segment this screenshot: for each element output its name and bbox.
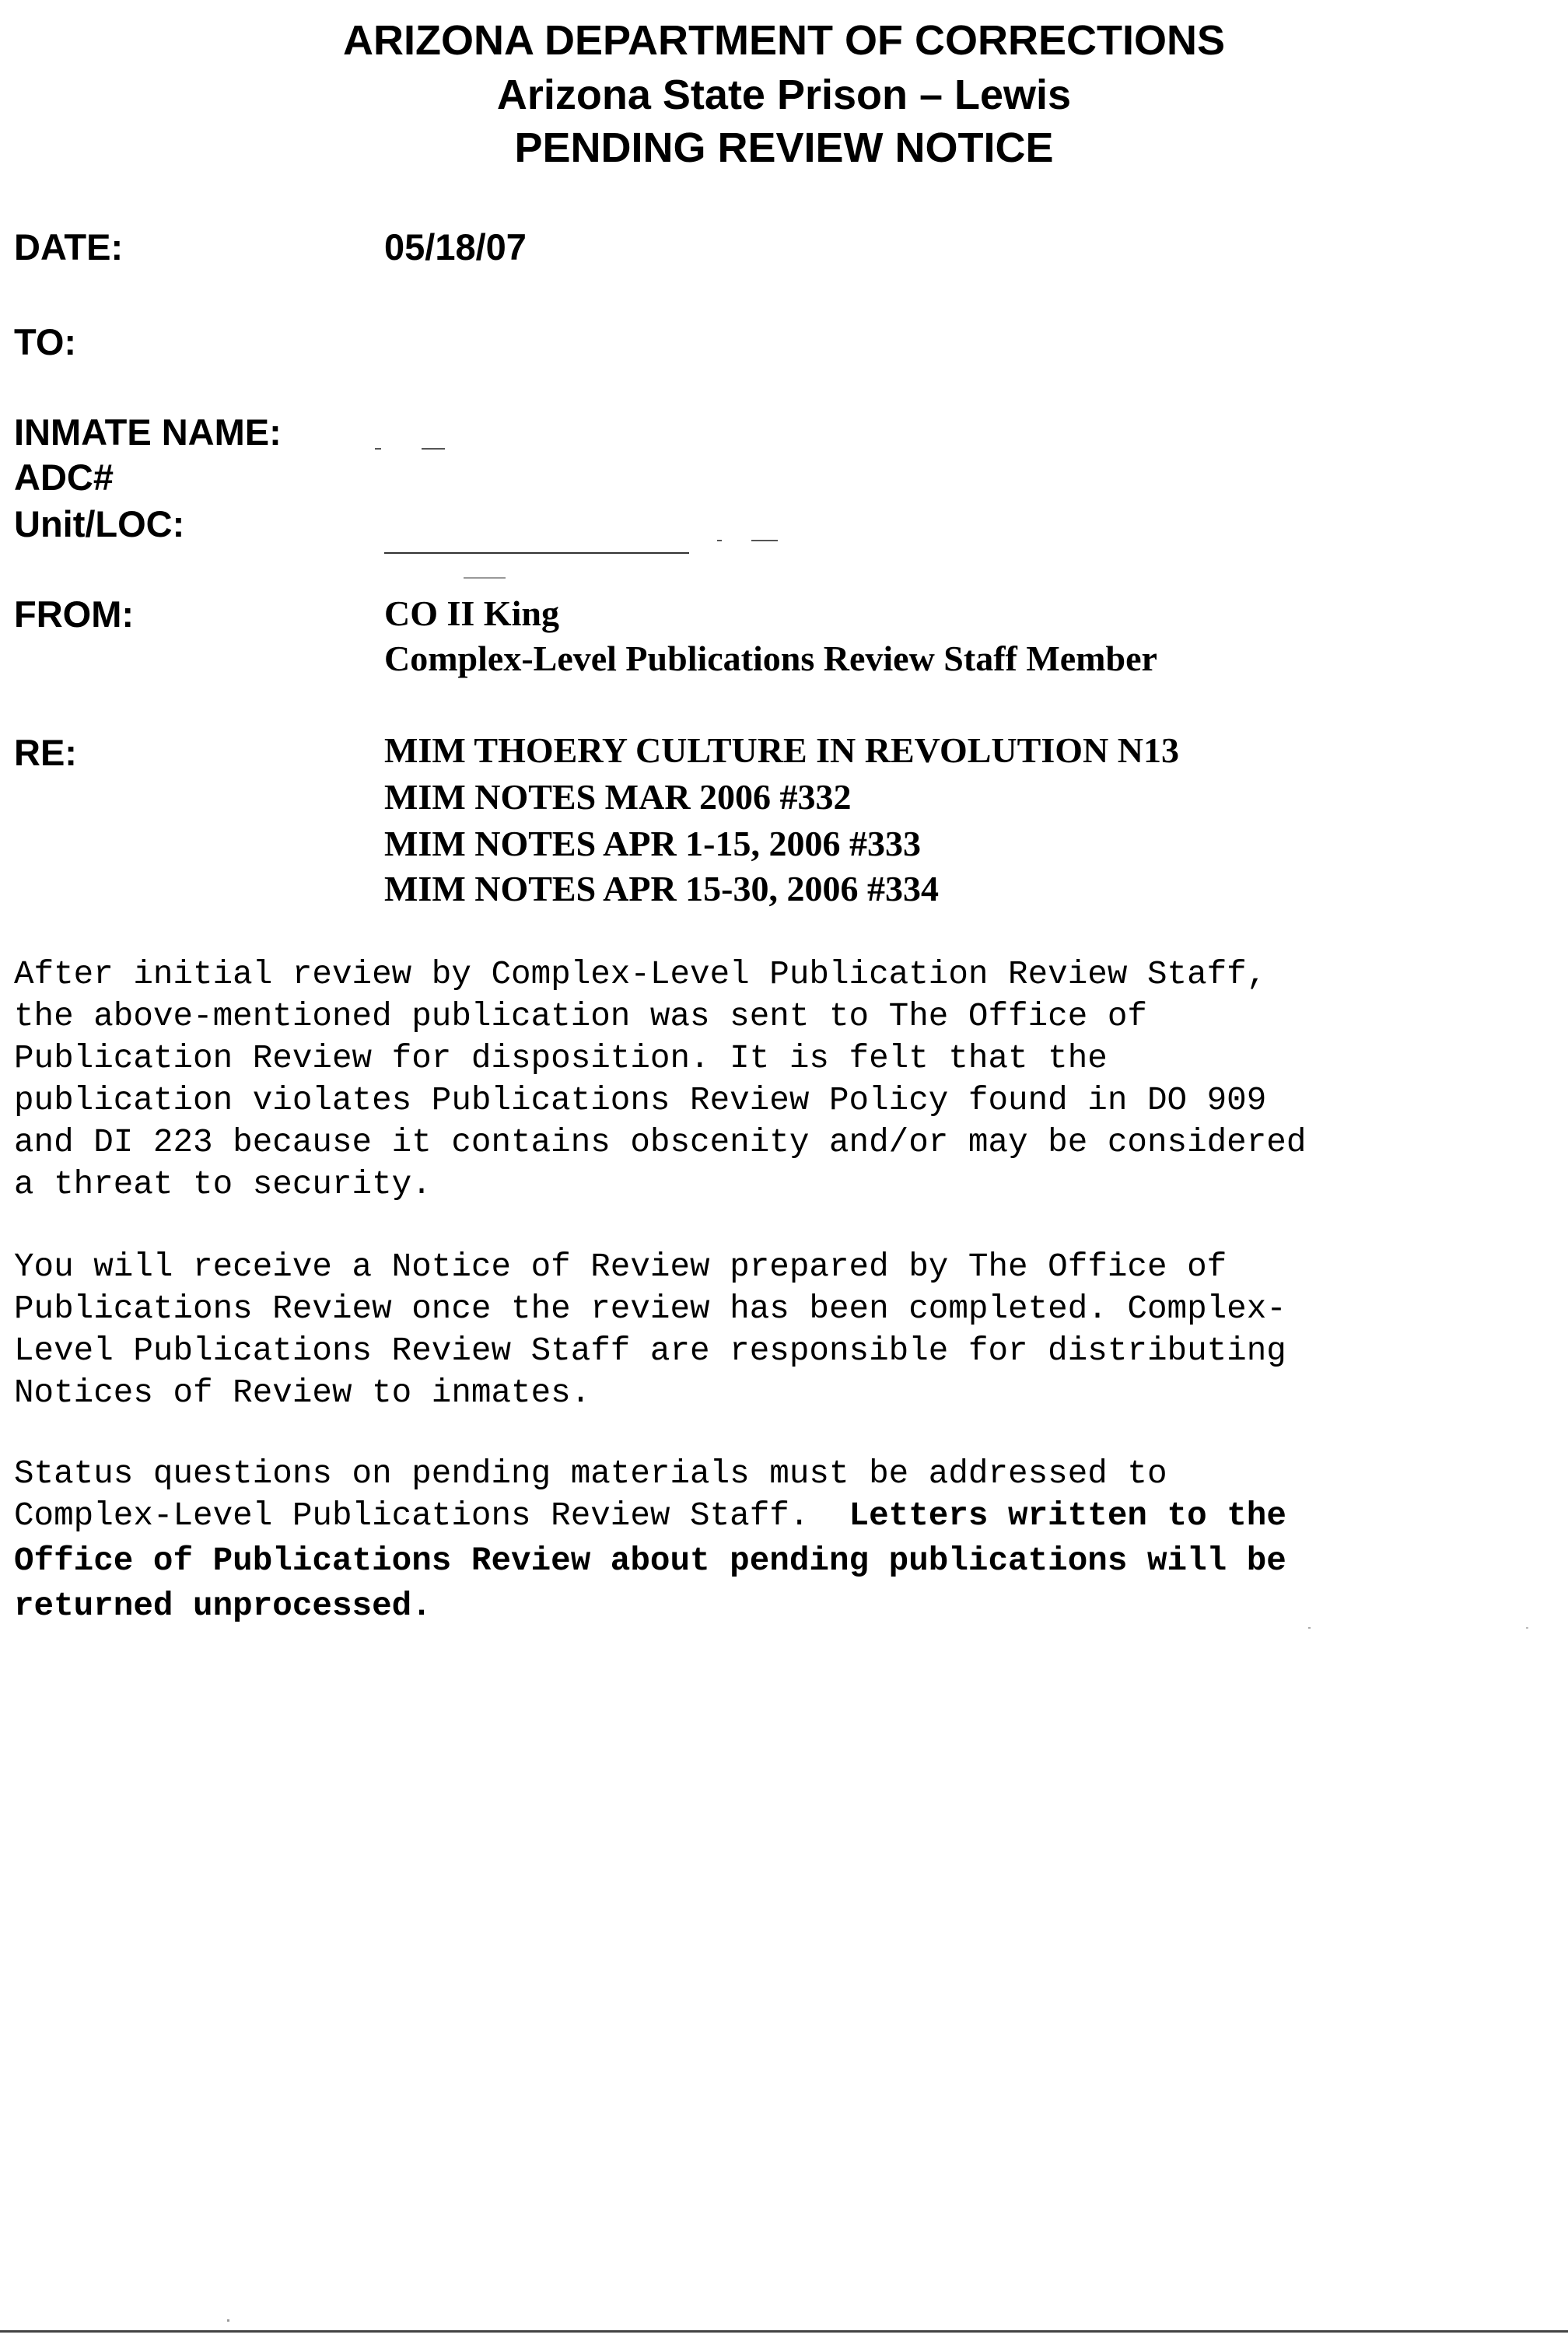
re-item: MIM NOTES APR 15-30, 2006 #334 [384, 869, 939, 908]
body-line: Publications Review once the review has been completed. Complex- [14, 1290, 1286, 1328]
body-bold-text: Letters written to the [849, 1497, 1286, 1535]
re-item: MIM NOTES APR 1-15, 2006 #333 [384, 824, 921, 863]
body-line: publication violates Publications Review Policy found in DO 909 [14, 1082, 1267, 1119]
body-line: a threat to security. [14, 1166, 432, 1203]
redaction-mark [464, 577, 506, 579]
body-line: Publication Review for disposition. It is felt that the [14, 1040, 1108, 1077]
body-line: and DI 223 because it contains obscenity and/or may be considered [14, 1124, 1307, 1161]
unit-loc-label: Unit/LOC: [14, 503, 185, 544]
inmate-name-label: INMATE NAME: [14, 411, 282, 453]
redaction-mark [422, 448, 445, 450]
body-line: Notices of Review to inmates. [14, 1374, 591, 1412]
re-item: MIM THOERY CULTURE IN REVOLUTION N13 [384, 730, 1179, 770]
re-label: RE: [14, 732, 77, 773]
from-title: Complex-Level Publications Review Staff Member [384, 639, 1157, 678]
facility-title: Arizona State Prison – Lewis [496, 72, 1072, 118]
body-line: You will receive a Notice of Review prepared by The Office of [14, 1248, 1227, 1286]
re-item: MIM NOTES MAR 2006 #332 [384, 777, 852, 817]
redaction-mark [751, 540, 778, 541]
redaction-mark [375, 448, 381, 450]
redaction-line [384, 552, 689, 554]
to-label: TO: [14, 321, 77, 362]
date-label: DATE: [14, 226, 124, 268]
redaction-mark [717, 540, 722, 541]
body-line: the above-mentioned publication was sent to The Office of [14, 998, 1147, 1035]
body-line: After initial review by Complex-Level Publication Review Staff, [14, 956, 1267, 993]
body-line [14, 1540, 1562, 1583]
agency-title: ARIZONA DEPARTMENT OF CORRECTIONS [343, 17, 1225, 64]
body-bold-text: Office of Publications Review about pending publications will be [14, 1542, 1286, 1580]
body-line [14, 1585, 1562, 1628]
body-text: Complex-Level Publications Review Staff. [14, 1497, 849, 1535]
adc-label: ADC# [14, 457, 114, 498]
body-bold-text: returned unprocessed. [14, 1587, 432, 1625]
notice-title: PENDING REVIEW NOTICE [514, 124, 1054, 171]
from-name: CO II King [384, 593, 559, 633]
body-line: Status questions on pending materials must be addressed to [14, 1455, 1167, 1493]
page-bottom-rule [0, 2330, 1568, 2333]
scan-speck [1308, 1627, 1311, 1629]
body-line [14, 1495, 1562, 1538]
date-value: 05/18/07 [384, 226, 527, 268]
from-label: FROM: [14, 593, 135, 635]
scan-speck [227, 2319, 229, 2322]
scan-speck [1526, 1627, 1528, 1629]
body-line: Level Publications Review Staff are responsible for distributing [14, 1332, 1286, 1370]
